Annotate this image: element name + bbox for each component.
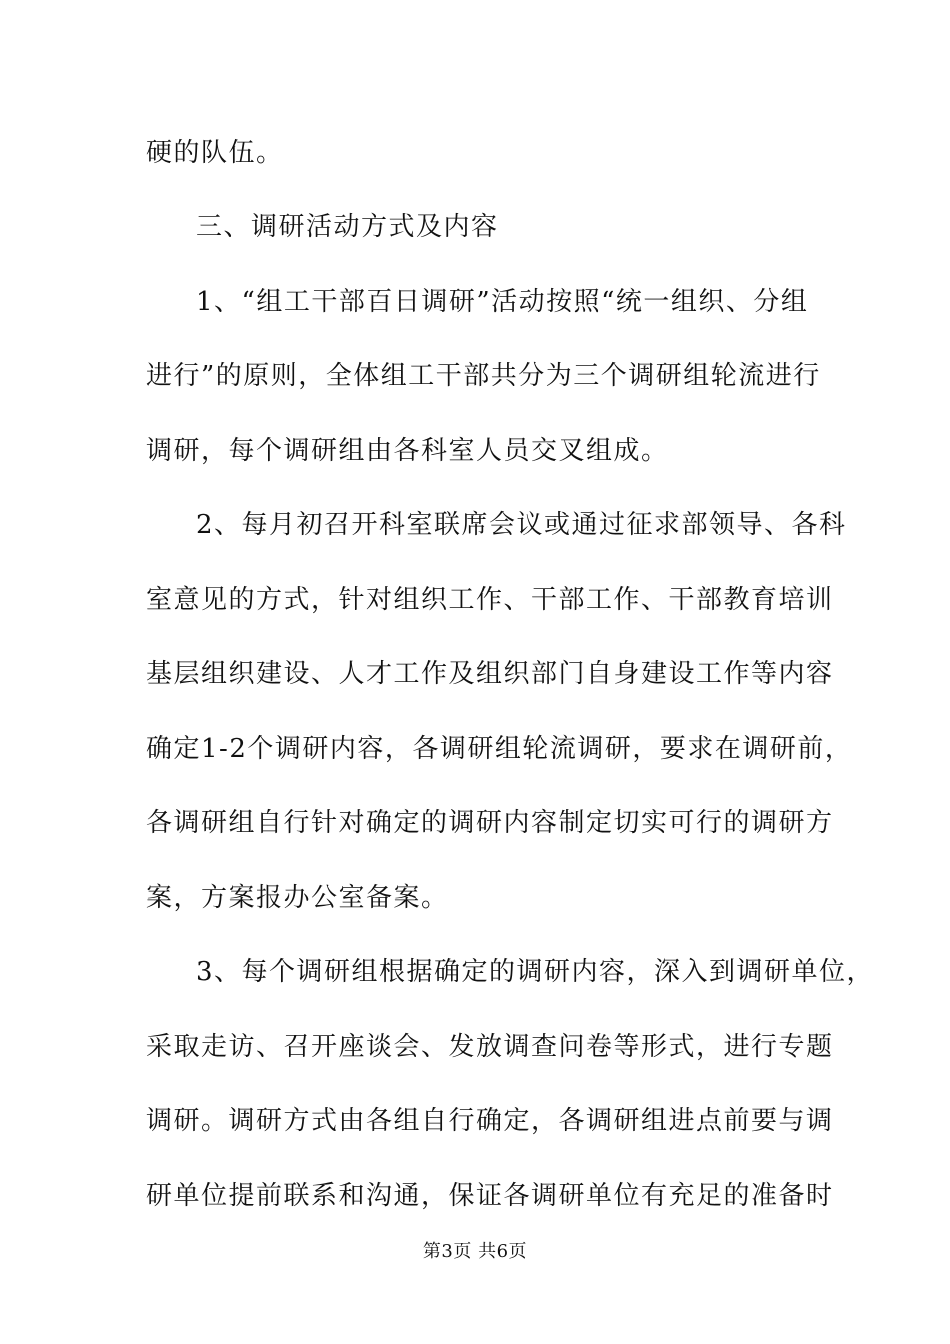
text-line: 1、“组工干部百日调研”活动按照“统一组织、分组 <box>196 287 809 317</box>
text-line: 3、每个调研组根据确定的调研内容，深入到调研单位， <box>196 957 875 987</box>
text-line: 室意见的方式，针对组织工作、干部工作、干部教育培训 <box>146 585 834 615</box>
text-line: 硬的队伍。 <box>146 138 284 168</box>
text-line: 2、每月初召开科室联席会议或通过征求部领导、各科 <box>196 510 847 540</box>
text-line: 采取走访、召开座谈会、发放调查问卷等形式，进行专题 <box>146 1032 834 1062</box>
text-line: 基层组织建设、人才工作及组织部门自身建设工作等内容 <box>146 659 834 689</box>
text-line: 调研。调研方式由各组自行确定，各调研组进点前要与调 <box>146 1106 834 1136</box>
text-line: 案，方案报办公室备案。 <box>146 883 449 913</box>
page-footer: 第3页 共6页 <box>422 1241 528 1262</box>
text-line: 研单位提前联系和沟通，保证各调研单位有充足的准备时 <box>146 1181 834 1211</box>
text-line: 进行”的原则，全体组工干部共分为三个调研组轮流进行 <box>146 361 821 391</box>
section-heading: 三、调研活动方式及内容 <box>196 212 499 242</box>
text-line: 各调研组自行针对确定的调研内容制定切实可行的调研方 <box>146 808 834 838</box>
text-line: 调研，每个调研组由各科室人员交叉组成。 <box>146 436 669 466</box>
text-line: 确定1-2个调研内容，各调研组轮流调研，要求在调研前， <box>146 734 853 764</box>
